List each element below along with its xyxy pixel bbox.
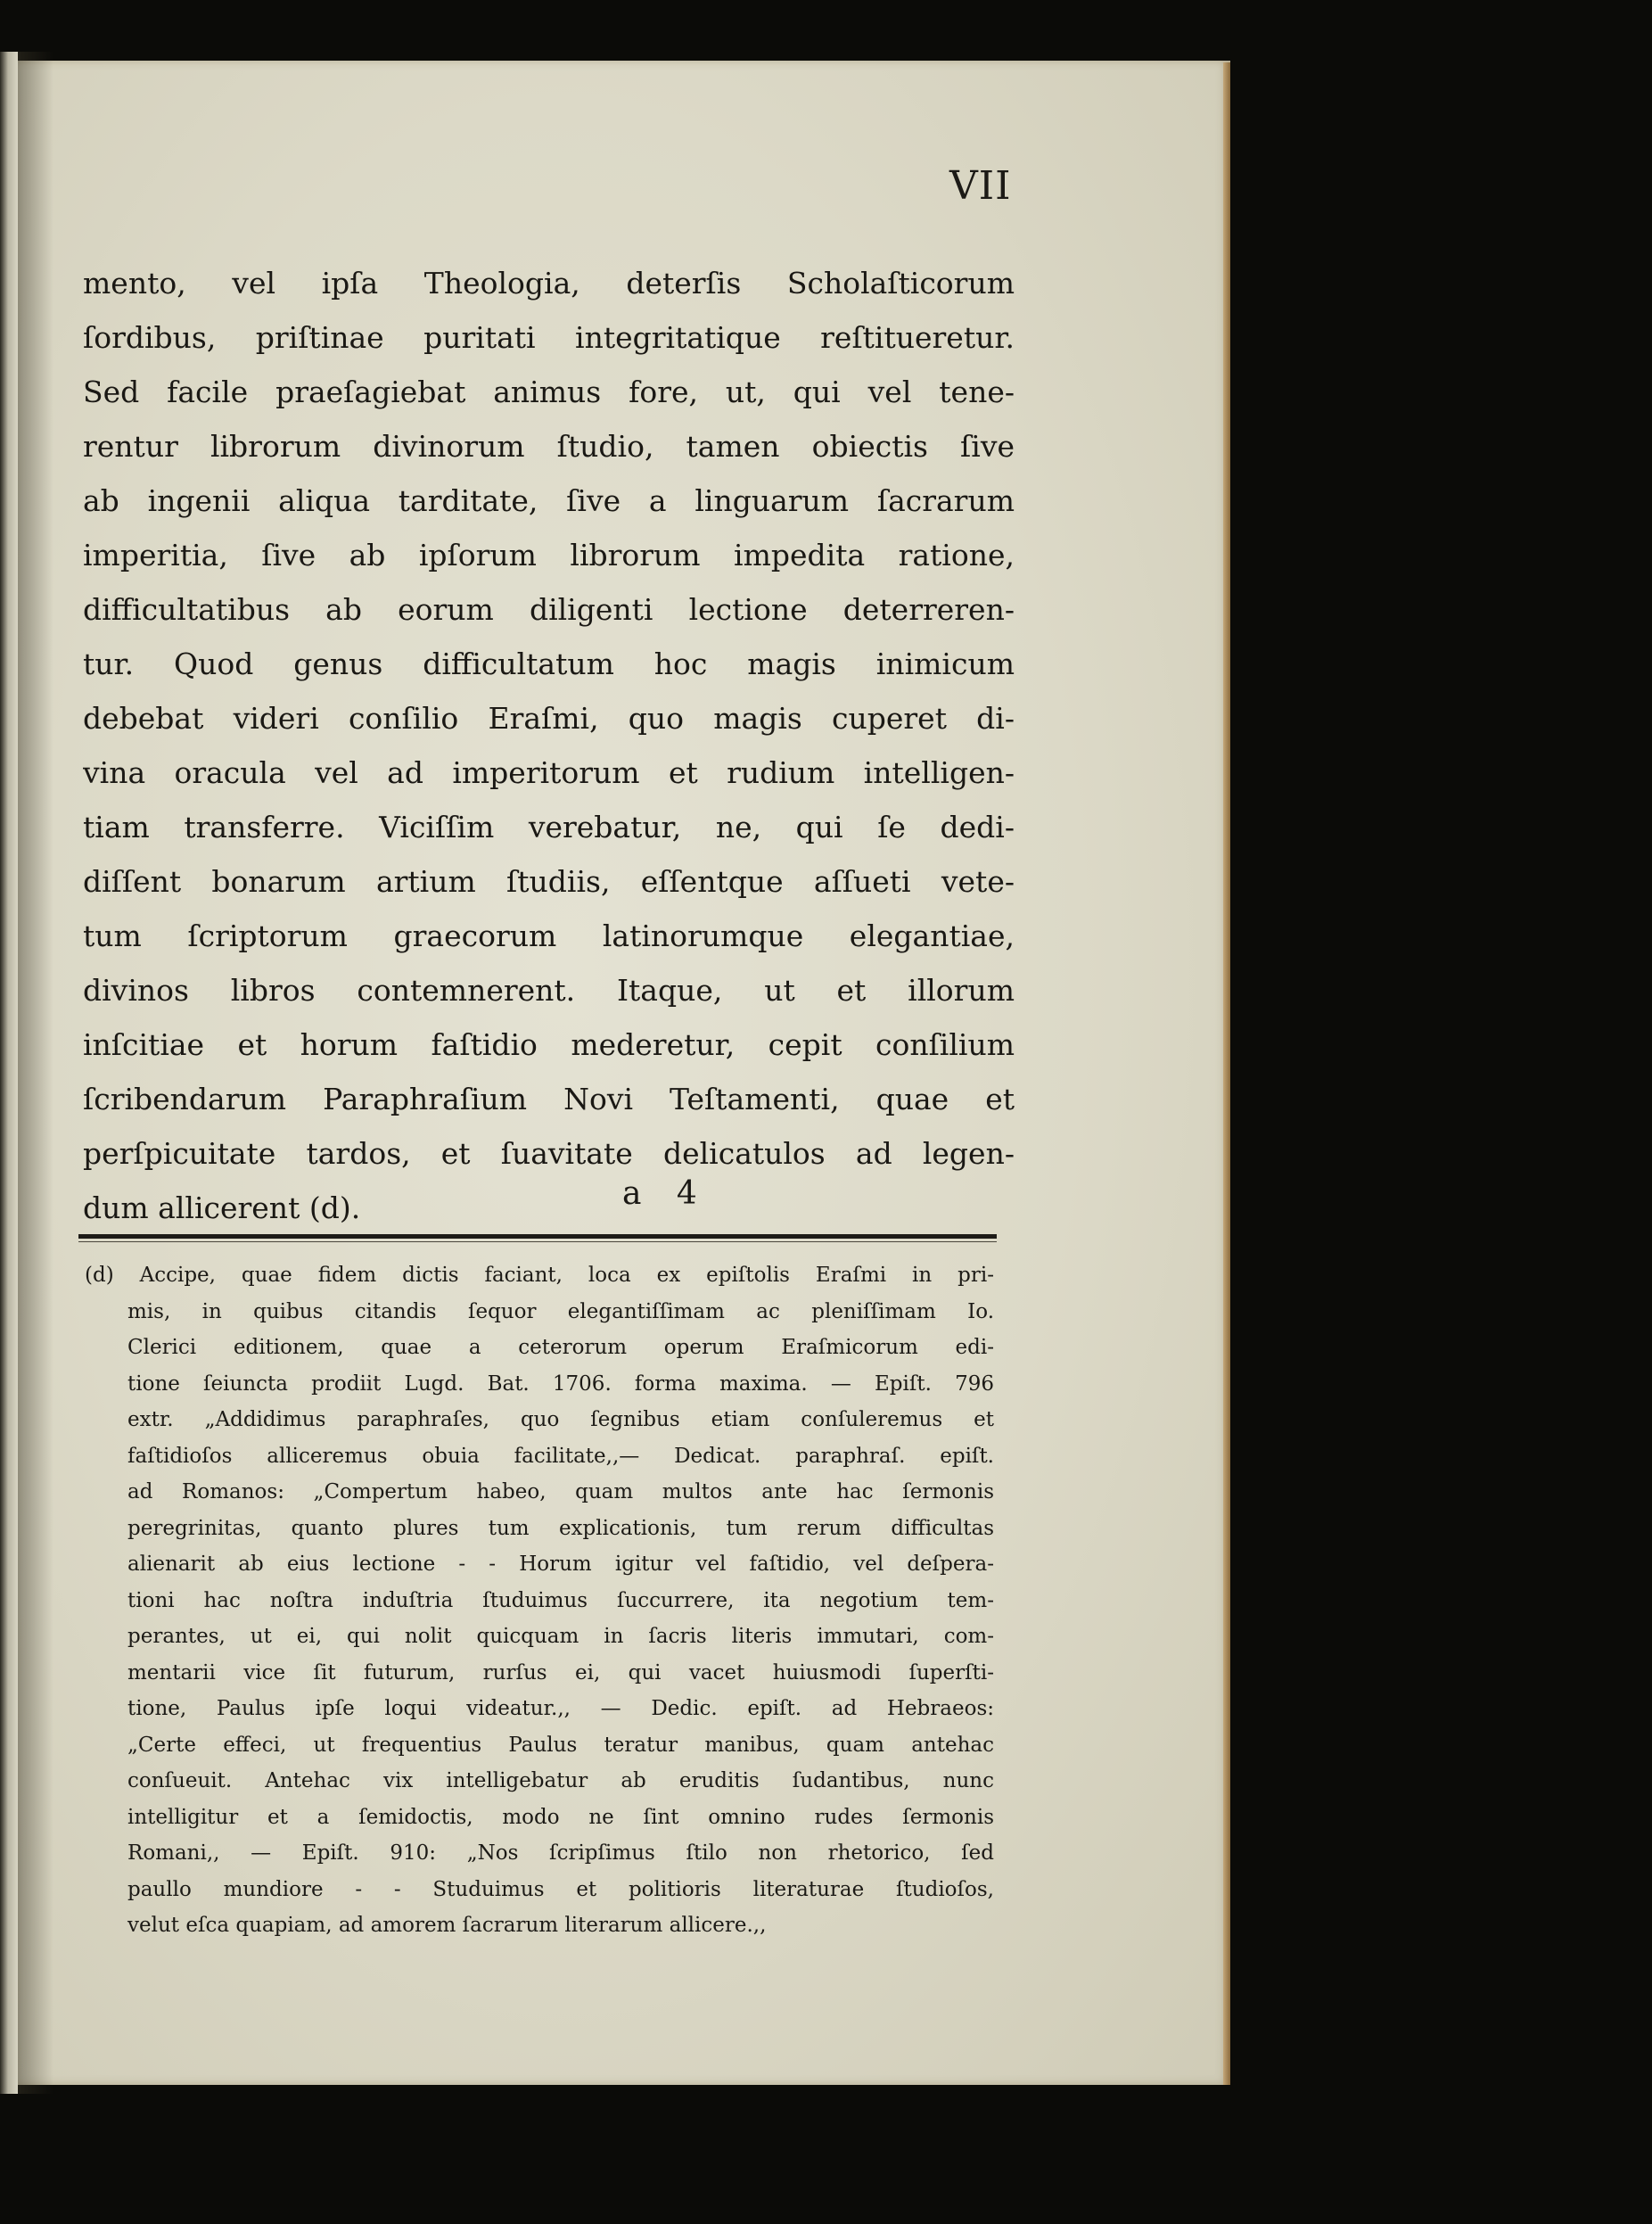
footnote-line: peregrinitas, quanto plures tum explicationis, tum rerum difficultas	[127, 1516, 994, 1540]
body-line: diſſent bonarum artium ſtudiis, eſſentque aſſueti vete-	[83, 864, 1015, 899]
body-line: tur. Quod genus difficultatum hoc magis inimicum	[83, 647, 1015, 681]
footnote-line: velut eſca quapiam, ad amorem ſacrarum literarum allicere.,,	[127, 1914, 767, 1937]
body-line: tiam transferre. Viciſſim verebatur, ne, qui ſe dedi-	[83, 810, 1015, 844]
footnote-line: tione ſeiuncta prodiit Lugd. Bat. 1706. forma maxima. — Epiſt. 796	[127, 1371, 994, 1396]
body-line: difficultatibus ab eorum diligenti lectione deterreren-	[83, 592, 1015, 627]
footnote-line: intelligitur et a ſemidoctis, modo ne ſint omnino rudes ſermonis	[127, 1805, 994, 1829]
footnote-line: Romani,, — Epiſt. 910: „Nos ſcripſimus ſtilo non rhetorico, ſed	[127, 1841, 994, 1865]
footnote-rule	[78, 1234, 997, 1239]
body-line: debebat videri conſilio Eraſmi, quo magis cuperet di-	[83, 701, 1015, 736]
page-number: VII	[949, 163, 1012, 209]
footnote-line: ad Romanos: „Compertum habeo, quam multos ante hac ſermonis	[127, 1480, 994, 1503]
body-line: ab ingenii aliqua tarditate, ſive a linguarum ſacrarum	[83, 483, 1015, 518]
body-line: perſpicuitate tardos, et ſuavitate delicatulos ad legen-	[83, 1136, 1015, 1171]
footnote-line: faſtidioſos alliceremus obuia facilitate,,— Dedicat. paraphraſ. epiſt.	[127, 1444, 994, 1468]
body-line: vina oracula vel ad imperitorum et rudium intelligen-	[83, 755, 1015, 790]
footnote-line: perantes, ut ei, qui nolit quicquam in ſacris literis immutari, com-	[127, 1625, 994, 1648]
footnote-line: extr. „Addidimus paraphraſes, quo ſegnibus etiam conſuleremus et	[127, 1408, 994, 1431]
body-text	[83, 256, 1015, 1235]
footnote-line: „Certe effeci, ut frequentius Paulus teratur manibus, quam antehac	[127, 1733, 994, 1757]
footnote-line: tione, Paulus ipſe loqui videatur.,, — Dedic. epiſt. ad Hebraeos:	[127, 1697, 994, 1720]
body-line: imperitia, ſive ab ipſorum librorum impedita ratione,	[83, 538, 1015, 572]
body-line: inſcitiae et horum faſtidio mederetur, cepit conſilium	[83, 1027, 1015, 1062]
signature-mark: a 4	[622, 1175, 710, 1212]
footnote-line: tioni hac noſtra induſtria ſtuduimus ſuccurrere, ita negotium tem-	[127, 1588, 994, 1612]
body-line: divinos libros contemnerent. Itaque, ut et illorum	[83, 973, 1015, 1008]
body-line: tum ſcriptorum graecorum latinorumque elegantiae,	[83, 918, 1015, 953]
footnote-line: alienarit ab eius lectione - - Horum igitur vel faſtidio, vel deſpera-	[127, 1553, 994, 1576]
footnote-line: (d) Accipe, quae fidem dictis faciant, loca ex epiſtolis Eraſmi in pri-	[85, 1264, 994, 1287]
footnote-line: mentarii vice ſit futurum, rurſus ei, qui vacet huiusmodi ſuperſti-	[127, 1660, 994, 1684]
body-line: mento, vel ipſa Theologia, deterſis Scholaſticorum	[83, 266, 1015, 301]
footnote-line: conſueuit. Antehac vix intelligebatur ab eruditis ſudantibus, nunc	[127, 1769, 994, 1792]
body-line: rentur librorum divinorum ſtudio, tamen obiectis ſive	[83, 429, 1015, 464]
body-line: dum allicerent (d).	[83, 1190, 361, 1225]
footnote-line: mis, in quibus citandis ſequor elegantiſſimam ac pleniſſimam Io.	[127, 1299, 994, 1323]
footnote-line: paullo mundiore - - Studuimus et politioris literaturae ſtudioſos,	[127, 1877, 994, 1901]
footnote	[85, 1257, 994, 1944]
body-line: ſordibus, priſtinae puritati integritatique reſtitueretur.	[83, 320, 1015, 355]
footnote-line: Clerici editionem, quae a ceterorum operum Eraſmicorum edi-	[127, 1336, 994, 1359]
body-line: Sed facile praeſagiebat animus fore, ut, qui vel tene-	[83, 375, 1015, 409]
body-line: ſcribendarum Paraphraſium Novi Teſtamenti, quae et	[83, 1082, 1015, 1116]
page-fore-edge	[1223, 62, 1230, 2085]
footnote-rule-thin	[78, 1241, 997, 1242]
facing-page-edge	[0, 52, 18, 2094]
